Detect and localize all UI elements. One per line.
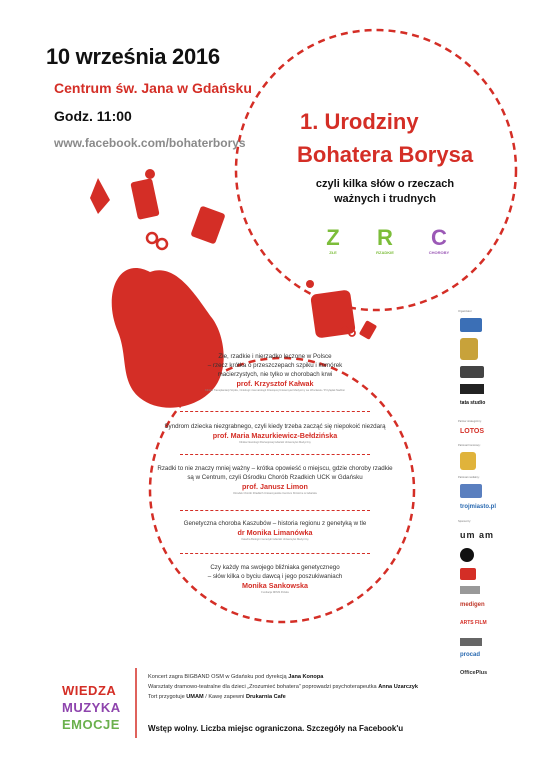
info-line-3-text-a: Tort przygotuje [148, 694, 187, 700]
info-line-2-bold: Anna Uzarczyk [378, 684, 418, 690]
talk-2-line1: Syndrom dziecka niezgrabnego, czyli kiedy trzeba zacząć się niepokoić niezdarą [164, 423, 386, 430]
talk-4-affiliation: Katedra Biologii i Genetyki Gdański Uniwersytet Medyczny [241, 538, 309, 541]
talk-3-affiliation: Ośrodek Chorób Rzadkich Uniwersyteckie Centrum Kliniczne w Gdańsku [232, 492, 318, 495]
honorary-label: Patronat honorowy: [458, 444, 481, 447]
talk-5-line1: Czy każdy ma swojego bliźniaka genetycznego [210, 564, 340, 571]
letter-r-icon [370, 226, 400, 255]
umam-logo-icon [460, 530, 494, 540]
talk-4-line1: Genetyczna choroba Kaszubów – historia regionu z genetyką w tle [183, 520, 367, 527]
talk-divider [180, 454, 370, 455]
info-line-2 [148, 682, 418, 692]
organizer-label: Organizator: [458, 310, 473, 313]
event-title-line1: 1. Urodziny [300, 109, 419, 134]
medigen-name: medigen [460, 602, 485, 608]
talk-1-speaker: prof. Krzysztof Kałwak [236, 379, 314, 388]
motto-word-1: WIEDZA [62, 683, 117, 698]
talk-5-affiliation: Fundacja DKMS Polska [261, 591, 289, 594]
event-title-line2: Bohatera Borysa [297, 142, 474, 167]
officeplus-logo-icon [460, 670, 487, 676]
lotos-logo-icon [460, 428, 484, 435]
subtitle-line2: ważnych i trudnych [333, 193, 437, 205]
partner-label: Partner strategiczny: [458, 420, 482, 423]
info-line-1 [148, 672, 418, 682]
media-logo-icon [460, 484, 482, 498]
talk-2-affiliation: Klinika Neurologii Rozwojowej Gdański Uniwersytet Medyczny [239, 441, 311, 444]
info-line-1-text: Koncert zagra BIGBAND OSM w Gdańsku pod dyrekcją [148, 674, 289, 680]
lotos-name: LOTOS [460, 428, 484, 435]
medigen-logo-icon [460, 602, 485, 608]
talk-1 [150, 352, 400, 393]
talk-4 [150, 519, 400, 542]
talk-3-line1: Rzadki to nie znaczy mniej ważny – krótka opowieść o miejscu, gdzie choroby rzadkie [157, 465, 393, 472]
sponsors-label: Sponsorzy: [458, 520, 471, 523]
cup-logo-icon [460, 548, 474, 562]
event-date: 10 września 2016 [46, 44, 220, 69]
crest-logo-icon [460, 338, 478, 360]
trojmiasto-logo-icon [460, 504, 496, 510]
sponsor-logo-icon [460, 586, 480, 594]
talk-5 [150, 563, 400, 595]
info-line-2-text: Warsztaty dramowo-teatralne dla dzieci „Zrozumieć bohatera” poprowadzi psychoterapeutka [148, 684, 379, 690]
red-logo-icon [460, 568, 476, 580]
procad-name: procad [460, 652, 481, 658]
info-line-3-bold-d: Drukarnia Cafe [245, 694, 286, 700]
event-hour: Godz. 11:00 [54, 108, 132, 124]
talk-1-line1: Złe, rzadkie i nierzadko leczone w Polsce [218, 353, 332, 360]
umam-name: um am [460, 530, 495, 540]
info-line-1-bold: Jana Konopa [288, 674, 324, 680]
tata-studio-name: tata studio [460, 400, 486, 406]
talk-2-speaker: prof. Maria Mazurkiewicz-Bełdzińska [212, 431, 338, 440]
info-line-3 [148, 692, 418, 702]
letter-z: Z [326, 225, 340, 250]
talk-5-speaker: Monika Sankowska [242, 581, 308, 590]
talk-1-line3: macierzystych, nie tylko w chorobach krwi [217, 371, 333, 378]
org2-logo-icon [460, 638, 482, 646]
talk-divider [180, 411, 370, 412]
procad-logo-icon [460, 652, 480, 658]
talk-divider [180, 510, 370, 511]
crest2-logo-icon [460, 452, 476, 470]
event-subtitle [310, 177, 460, 207]
trojmiasto-name: trojmiasto.pl [460, 504, 497, 510]
letter-r-label: RZADKIE [376, 250, 394, 255]
talk-3 [150, 464, 400, 496]
letter-z-label: ZŁE [329, 250, 337, 255]
talk-3-speaker: prof. Janusz Limon [242, 482, 308, 491]
letter-r: R [377, 225, 393, 250]
arts-film-logo-icon [460, 620, 487, 626]
letter-c-icon [424, 226, 454, 255]
officeplus-name: OfficePlus [460, 670, 488, 676]
dna-logo-icon [460, 384, 484, 394]
letter-c: C [431, 225, 447, 250]
talk-4-speaker: dr Monika Limanówka [237, 528, 313, 537]
organizer-logo-icon [460, 318, 482, 332]
facebook-link[interactable]: www.facebook.com/bohaterborys [54, 136, 246, 150]
letter-z-icon [318, 226, 348, 255]
arts-film-name: ARTS FILM [460, 620, 487, 626]
motto-words [62, 682, 121, 733]
org-logo-icon [460, 366, 484, 378]
talk-2 [150, 422, 400, 445]
media-label: Patronat medialny: [458, 476, 480, 479]
subtitle-line1: czyli kilka słów o rzeczach [315, 178, 455, 190]
tata-studio-logo-icon [460, 400, 485, 406]
info-line-3-bold-b: UMAM [186, 694, 204, 700]
motto-word-2: MUZYKA [62, 700, 121, 715]
motto-word-3: EMOCJE [62, 717, 120, 732]
footer-note: Wstęp wolny. Liczba miejsc ograniczona. Szczegóły na Facebook'u [148, 724, 404, 733]
talk-3-line2: są w Centrum, czyli Ośrodku Chorób Rzadkich UCK w Gdańsku [187, 474, 363, 481]
talk-1-affiliation: Klinika Transplantacji Szpiku, Onkologii i Hematologii Dziecięcej Uniwersytet Medyczny we Wrocławiu / Przylądek Nadziei [205, 389, 345, 392]
info-line-3-text-c: / Kawę zapewni [203, 694, 246, 700]
talk-5-line2: – słów kilka o byciu dawcą i jego poszukiwaniach [207, 573, 343, 580]
event-venue: Centrum św. Jana w Gdańsku [54, 80, 252, 96]
talk-divider [180, 553, 370, 554]
talk-1-line2: – rzecz krótka o przeszczepach szpiku i komórek [207, 362, 343, 369]
event-info [148, 672, 418, 702]
letter-c-label: CHOROBY [428, 250, 450, 255]
